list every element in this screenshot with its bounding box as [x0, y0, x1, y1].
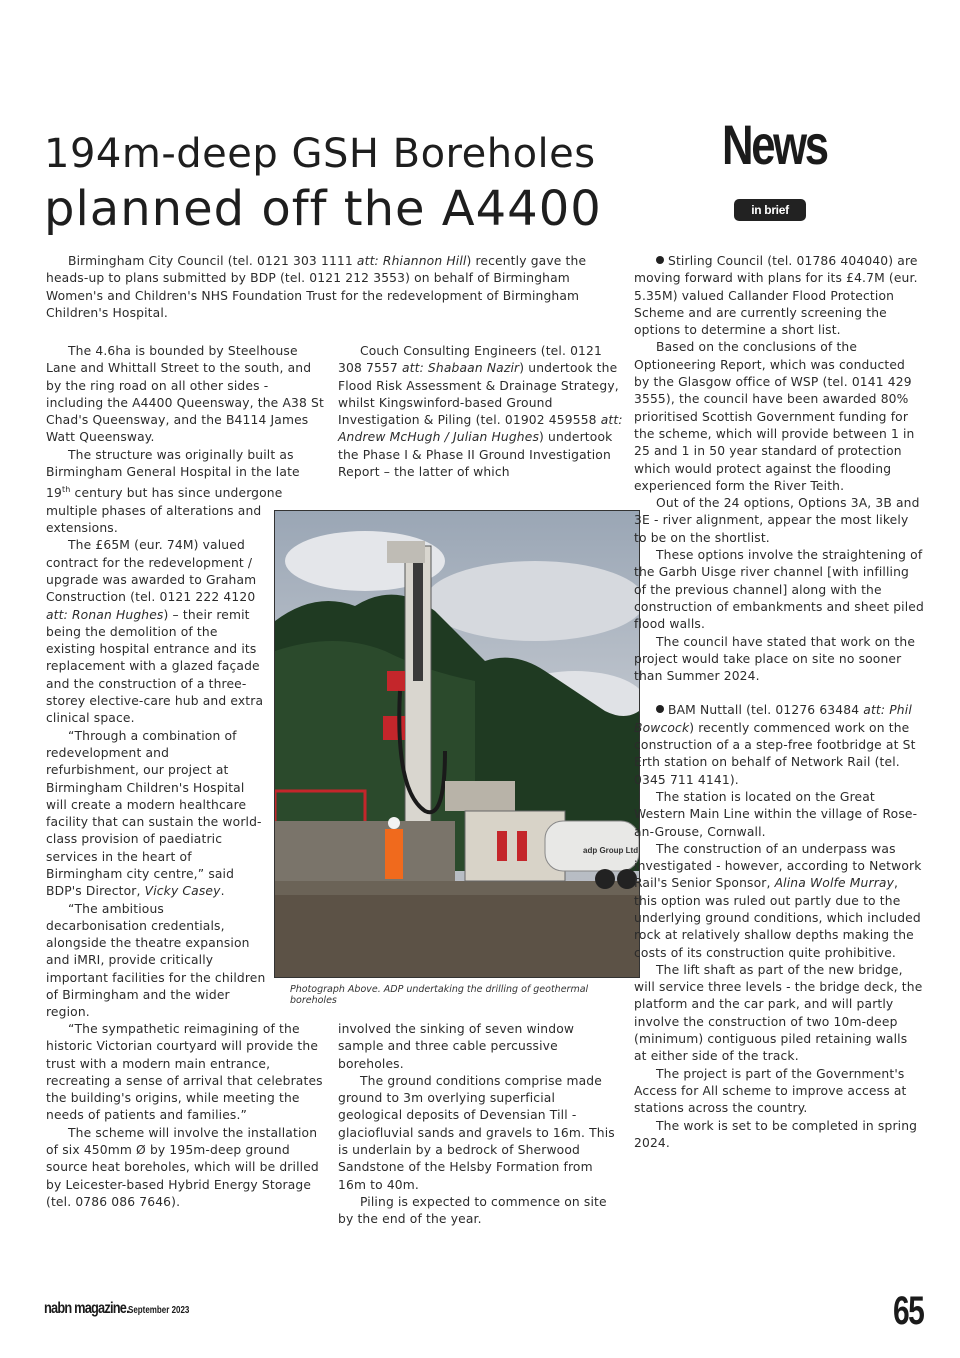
mast-head	[387, 541, 425, 563]
article-intro	[46, 253, 606, 322]
text-run: ) recently commenced work on the construction of a a step-free footbridge at St Erth station on behalf of Network Rail (tel. 0345 711 4141).	[634, 720, 916, 787]
worker-helmet	[388, 817, 400, 829]
contact-name: att: Rhiannon Hill	[356, 254, 467, 268]
paragraph: Piling is expected to commence on site by the end of the year.	[338, 1194, 607, 1227]
paragraph	[46, 728, 266, 901]
text-run: Birmingham City Council (tel. 0121 303 1111	[68, 254, 357, 268]
paragraph: involved the sinking of seven window sample and three cable percussive boreholes.	[338, 1022, 575, 1071]
bullet-icon	[656, 705, 664, 713]
paragraph: The council have stated that work on the project would take place on site no sooner than Summer 2024.	[634, 634, 916, 684]
rig-motor	[383, 716, 405, 740]
paragraph: The lift shaft as part of the new bridge, will service three levels - the bridge deck, the platform and the car park, and will partly involve the construction of two 10m-deep (minimum) contiguous piled retaining walls at either side of the track.	[634, 962, 923, 1064]
paragraph	[634, 253, 924, 339]
paragraph: The ground conditions comprise made ground to 3m overlying superficial geological deposits of Devensian Till - glaciofluvial sands and gravels to 16m. This is underlain by a bedrock of Sherwood Sandstone of the Helsby Formation from 16m to 40m.	[338, 1073, 615, 1192]
in-brief-column	[634, 253, 924, 1152]
person-name: Alina Wolfe Murray	[774, 876, 895, 891]
text-run: ) undertook the Phase I & Phase II Ground Investigation Report – the latter of which	[338, 430, 613, 480]
pipe-rack	[445, 781, 515, 811]
magazine-name: nabn magazine.	[44, 1300, 129, 1317]
text-run: The construction of an underpass was investigated - however, according to Network Rail's Senior Sponsor,	[634, 841, 922, 891]
photo-caption: Photograph Above. ADP undertaking the drilling of geothermal boreholes	[290, 984, 589, 1006]
paragraph: Out of the 24 options, Options 3A, 3B and 3E - river alignment, appear the most likely to be on the shortlist.	[634, 496, 920, 545]
person-name: Vicky Casey	[144, 884, 221, 899]
section-title: News	[722, 113, 827, 176]
text-run: Couch Consulting Engineers (tel. 0121 308 7557	[338, 344, 602, 376]
headline	[44, 128, 644, 238]
text-run: century but has since undergone multiple phases of alterations and extensions.	[46, 486, 283, 536]
paragraph	[338, 343, 623, 481]
drill-mast-slot	[413, 561, 423, 681]
headline-line-2: planned off the A4400	[44, 181, 602, 237]
paragraph: “The sympathetic reimagining of the historic Victorian courtyard will provide the trust with a modern main entrance, recreating a sense of arrival that celebrates the building's origins, while meeting the needs of patients and families.”	[46, 1022, 323, 1123]
section-badge: in brief	[734, 199, 806, 221]
ground	[275, 891, 639, 977]
wheel	[595, 869, 615, 889]
paragraph: “The ambitious decarbonisation credentials, alongside the theatre expansion and iMRI, provide critically important facilities for the children of Birmingham and the wider region.	[46, 901, 266, 1020]
headline-line-1: 194m-deep GSH Boreholes	[44, 131, 596, 177]
cloud	[425, 561, 639, 641]
paragraph: Based on the conclusions of the Optioneering Report, which was conducted by the Glasgow office of WSP (tel. 0141 429 3555), the council have been awarded 80% prioritised Scottish Government funding for the scheme, which will provide between 1 in 25 and 1 in 50 year standard of protection which would protect against the flooding experienced form the River Teith.	[634, 340, 915, 493]
trailer-text: adp Group Ltd	[583, 846, 639, 855]
contact-name: att: Ronan Hughes	[46, 607, 164, 622]
paragraph: The station is located on the Great Western Main Line within the village of Rose-an-Grouse, Cornwall.	[634, 789, 918, 839]
text-run: ) recently gave the heads-up to plans submitted by BDP (tel. 0121 212 3553) on behalf of Birmingham Women's and Children's NHS Foundation Trust for the redevelopment of Birmingham Children's Hospital.	[46, 254, 587, 320]
drilling-rig-photo	[274, 510, 640, 978]
text-run: Stirling Council (tel. 01786 404040) are moving forward with plans for its £4.7M (eur. 5.35M) valued Callander Flood Protection Scheme and are currently screening the options to determine a short list.	[634, 254, 918, 338]
paragraph: The work is set to be completed in spring 2024.	[634, 1118, 918, 1150]
ground	[275, 881, 639, 895]
paragraph	[634, 841, 924, 962]
issue-date: September 2023	[128, 1305, 190, 1316]
contact-name: att: Phil Bowcock	[634, 703, 912, 735]
article-column-2-lower	[338, 1021, 623, 1229]
article-column-1-lower	[46, 1021, 328, 1211]
paragraph: These options involve the straightening of the Garbh Uisge river channel [with infilling of the previous channel] along with the construction of embankments and sheet piled flood walls.	[634, 548, 924, 632]
text-run: , this option was ruled out partly due to the underlying ground conditions, which included rock at relatively shallow depths making the costs of its construction quite prohibitive.	[634, 876, 921, 960]
rig-motor	[387, 671, 405, 691]
superscript: th	[61, 485, 71, 495]
paragraph: The project is part of the Government's Access for All scheme to improve access at stations across the country.	[634, 1066, 907, 1116]
text-run: The £65M (eur. 74M) valued contract for the redevelopment / upgrade was awarded to Graham Construction (tel. 0121 222 4120	[46, 538, 257, 605]
text-run: The structure was originally built as Birmingham General Hospital in the late 19	[46, 447, 300, 501]
photo-illustration	[275, 511, 639, 977]
contact-name: att: Shabaan Nazir	[401, 361, 520, 376]
text-run: ) – their remit being the demolition of the existing hospital entrance and its replacement with a glazed façade and the construction of a three-storey elective-care hub and extra clinical space.	[46, 607, 264, 726]
paragraph: The scheme will involve the installation of six 450mm Ø by 195m-deep ground source heat boreholes, which will be drilled by Leicester-based Hybrid Energy Storage (tel. 0786 086 7646).	[46, 1125, 319, 1209]
text-run: ) undertook the Flood Risk Assessment & Drainage Strategy, whilst Kingswinford-based Ground Investigation & Piling (tel. 01902 459558	[338, 361, 619, 428]
text-run: .	[220, 884, 225, 899]
paragraph	[634, 702, 924, 788]
intro-paragraph	[46, 253, 606, 322]
paragraph	[46, 537, 266, 727]
generator-panel	[497, 831, 507, 861]
generator-panel	[517, 831, 527, 861]
article-column-2	[338, 343, 623, 481]
page-number: 65	[893, 1289, 924, 1333]
paragraph: The 4.6ha is bounded by Steelhouse Lane and Whittall Street to the south, and by the ring road on all other sides - including the A4400 Queensway, the A38 St Chad's Queensway, and the B4114 James Watt Queensway.	[46, 344, 324, 445]
rig-base	[275, 821, 455, 881]
contact-name: att: Andrew McHugh / Julian Hughes	[338, 413, 623, 445]
text-run: BAM Nuttall (tel. 01276 63484	[668, 703, 864, 718]
bullet-icon	[656, 256, 664, 264]
worker-orange	[385, 829, 403, 879]
text-run: “Through a combination of redevelopment and refurbishment, our project at Birmingham Children's Hospital will create a modern healthcare facility that can sustain the world-class provision of paediatric services in the heart of Birmingham city centre,” said BDP's Director,	[46, 728, 262, 899]
